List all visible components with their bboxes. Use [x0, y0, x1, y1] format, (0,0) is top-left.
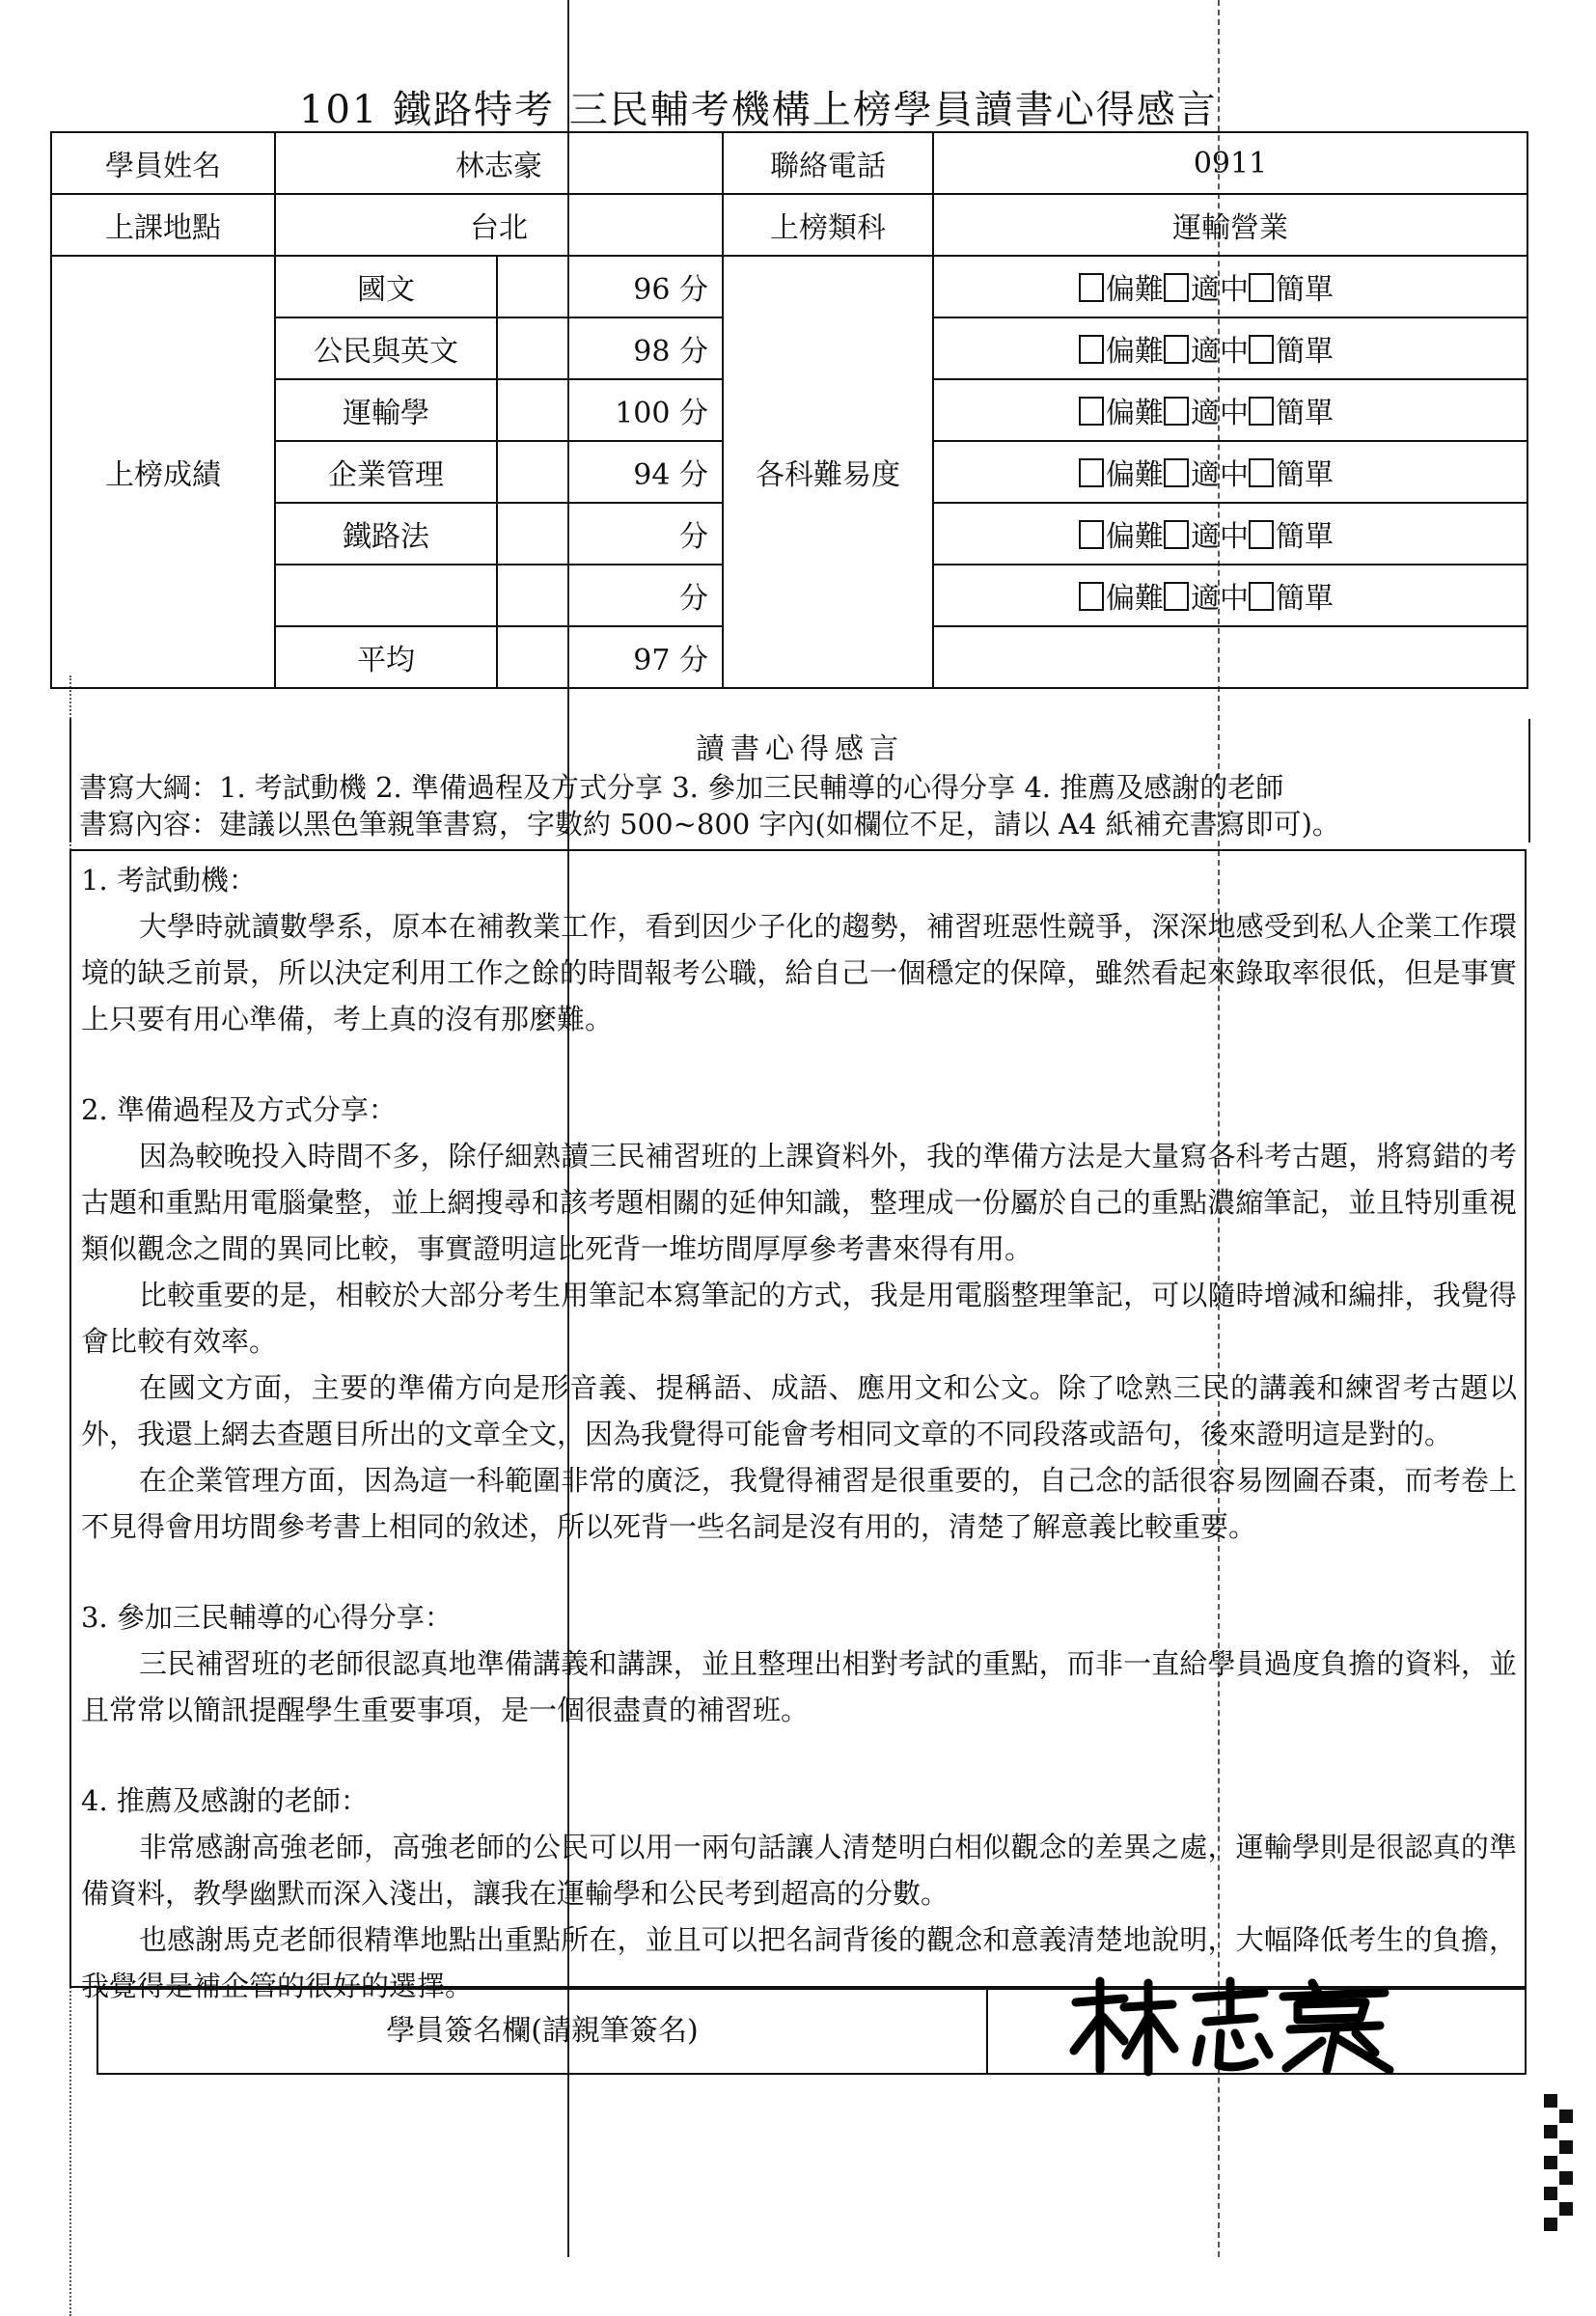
checkbox[interactable]: [1249, 273, 1274, 302]
category-label: 上榜類科: [723, 194, 933, 256]
student-info-table: [50, 131, 1528, 689]
handwritten-signature: [1066, 1973, 1414, 2080]
difficulty-options[interactable]: 偏難 適中 簡單: [933, 379, 1527, 441]
paragraph: 在國文方面，主要的準備方向是形音義、提稱語、成語、應用文和公文。除了唸熟三民的講義和練習考古題以外，我還上網去查題目所出的文章全文，因為我覺得可能會考相同文章的不同段落或語句，後來證明這是對的。: [81, 1371, 1517, 1450]
paragraph: 比較重要的是，相較於大部分考生用筆記本寫筆記的方式，我是用電腦整理筆記，可以隨時增減和編排，我覺得會比較有效率。: [81, 1279, 1517, 1358]
essay-body: [69, 849, 1527, 2002]
category-value: 運輸營業: [933, 194, 1527, 256]
phone-label: 聯絡電話: [723, 132, 933, 194]
paragraph: 在企業管理方面，因為這一科範圍非常的廣泛，我覺得補習是很重要的，自己念的話很容易囫圇吞棗，而考卷上不見得會用坊間參考書上相同的敘述，所以死背一些名詞是沒有用的，清楚了解意義比較重要。: [81, 1464, 1517, 1543]
checkbox[interactable]: [1164, 397, 1189, 426]
section-title: 3. 參加三民輔導的心得分享：: [81, 1601, 453, 1634]
checkbox[interactable]: [1079, 520, 1104, 549]
subject-score: 100 分: [497, 379, 723, 441]
difficulty-empty-cell: [933, 626, 1527, 688]
checkbox[interactable]: [1079, 335, 1104, 364]
subject-name: 國文: [275, 256, 497, 317]
checkbox[interactable]: [1079, 458, 1104, 487]
section-title: 4. 推薦及感謝的老師：: [81, 1784, 369, 1817]
subject-score: 94 分: [497, 441, 723, 503]
paragraph: 三民補習班的老師很認真地準備講義和講課，並且整理出相對考試的重點，而非一直給學員過度負擔的資料，並且常常以簡訊提醒學生重要事項，是一個很盡責的補習班。: [81, 1647, 1517, 1726]
checkbox[interactable]: [1079, 582, 1104, 611]
difficulty-options[interactable]: 偏難 適中 簡單: [933, 317, 1527, 379]
average-label: 平均: [275, 626, 497, 688]
difficulty-label: 各科難易度: [723, 256, 933, 688]
checkbox[interactable]: [1249, 458, 1274, 487]
name-label: 學員姓名: [51, 132, 275, 194]
checkbox[interactable]: [1249, 520, 1274, 549]
checkbox[interactable]: [1249, 582, 1274, 611]
subject-score: 分: [497, 503, 723, 565]
paragraph: 非常感謝高強老師，高強老師的公民可以用一兩句話讓人清楚明白相似觀念的差異之處，運輸學則是很認真的準備資料，教學幽默而深入淺出，讓我在運輸學和公民考到超高的分數。: [81, 1831, 1517, 1910]
subject-name: 企業管理: [275, 441, 497, 503]
average-score: 97 分: [497, 626, 723, 688]
paragraph: 因為較晚投入時間不多，除仔細熟讀三民補習班的上課資料外，我的準備方法是大量寫各科考古題，將寫錯的考古題和重點用電腦彙整，並上網搜尋和該考題相關的延伸知識，整理成一份屬於自己的重點濃縮筆記，並且特別重視類似觀念之間的異同比較，事實證明這比死背一堆坊間厚厚參考書來得有用。: [81, 1140, 1517, 1265]
checkbox[interactable]: [1164, 520, 1189, 549]
difficulty-options[interactable]: 偏難 適中 簡單: [933, 256, 1527, 317]
subject-name: 運輸學: [275, 379, 497, 441]
scores-label: 上榜成績: [51, 256, 275, 688]
essay-heading: 讀書心得感言: [696, 732, 904, 766]
difficulty-options[interactable]: 偏難 適中 簡單: [933, 441, 1527, 503]
name-value: 林志豪: [275, 132, 723, 194]
subject-score: 分: [497, 565, 723, 626]
subject-name: 公民與英文: [275, 317, 497, 379]
checkbox[interactable]: [1164, 335, 1189, 364]
paragraph: 也感謝馬克老師很精準地點出重點所在，並且可以把名詞背後的觀念和意義清楚地說明，大幅降低考生的負擔，我覺得是補企管的很好的選擇。: [81, 1923, 1517, 2002]
subject-name: 鐵路法: [275, 503, 497, 565]
difficulty-options[interactable]: 偏難 適中 簡單: [933, 503, 1527, 565]
checkbox[interactable]: [1249, 335, 1274, 364]
signature-label: 學員簽名欄(請親筆簽名): [98, 1990, 988, 2073]
subject-score: 96 分: [497, 256, 723, 317]
section-title: 2. 準備過程及方式分享：: [81, 1093, 397, 1126]
scan-edge-mark: [1544, 2094, 1573, 2239]
checkbox[interactable]: [1164, 458, 1189, 487]
paragraph: 大學時就讀數學系，原本在補教業工作，看到因少子化的趨勢，補習班惡性競爭，深深地感受到私人企業工作環境的缺乏前景，所以決定利用工作之餘的時間報考公職，給自己一個穩定的保障，雖然看起來錄取率很低，但是事實上只要有用心準備，考上真的沒有那麼難。: [81, 910, 1517, 1035]
phone-value: 0911: [933, 132, 1527, 194]
page-title: 101 鐵路特考 三民輔考機構上榜學員讀書心得感言: [299, 88, 1218, 132]
subject-score: 98 分: [497, 317, 723, 379]
checkbox[interactable]: [1164, 273, 1189, 302]
checkbox[interactable]: [1079, 273, 1104, 302]
checkbox[interactable]: [1249, 397, 1274, 426]
essay-outline: 書寫大綱：1. 考試動機 2. 準備過程及方式分享 3. 參加三民輔導的心得分享 4. 推薦及感謝的老師: [79, 771, 1284, 804]
checkbox[interactable]: [1079, 397, 1104, 426]
subject-name: [275, 565, 497, 626]
section-title: 1. 考試動機：: [81, 864, 257, 896]
checkbox[interactable]: [1164, 582, 1189, 611]
location-label: 上課地點: [51, 194, 275, 256]
location-value: 台北: [275, 194, 723, 256]
difficulty-options[interactable]: 偏難 適中 簡單: [933, 565, 1527, 626]
essay-guideline: 書寫內容：建議以黑色筆親筆書寫，字數約 500~800 字內(如欄位不足，請以 A4 紙補充書寫即可)。: [79, 808, 1340, 841]
essay-header: [69, 719, 1530, 842]
